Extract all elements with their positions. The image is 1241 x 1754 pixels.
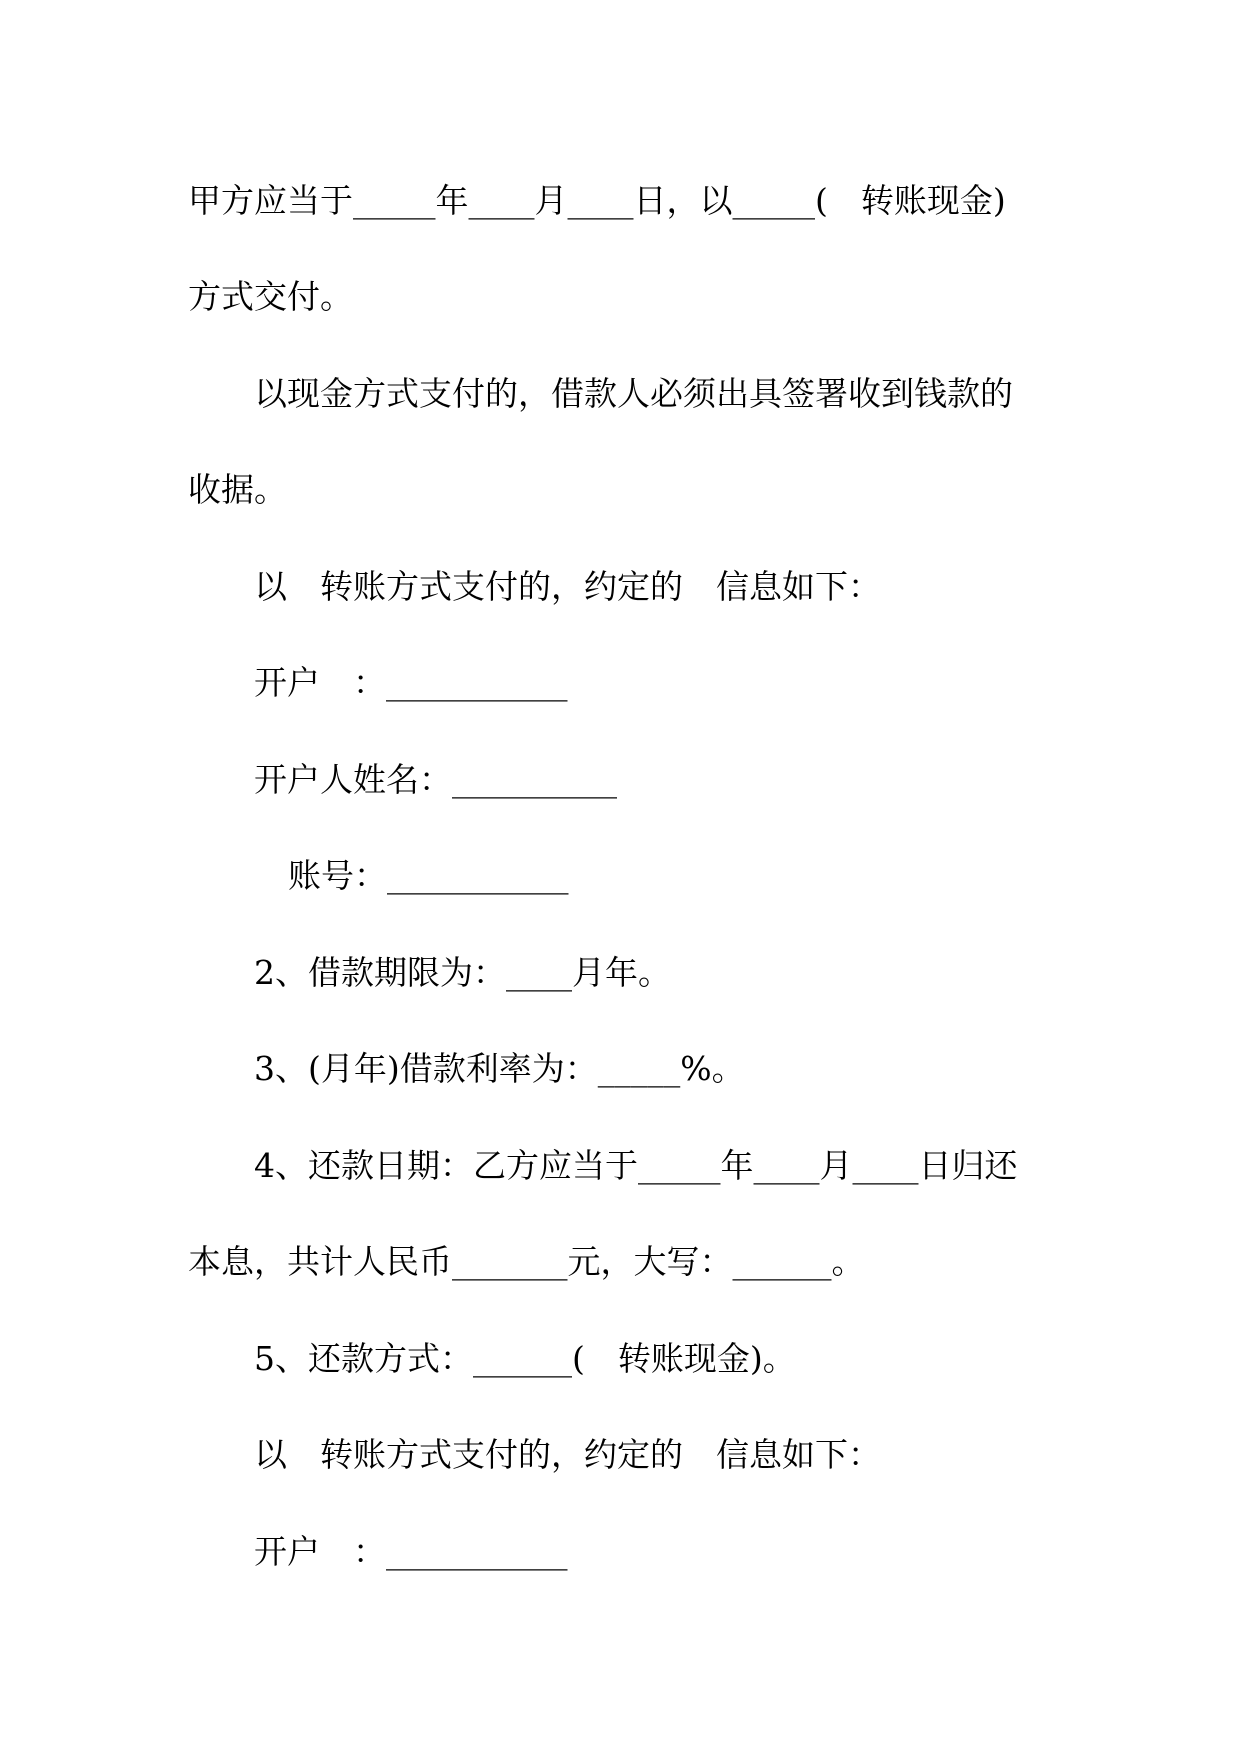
payment-date-clause: 甲方应当于_____年____月____日，以_____( 转账现金) [188, 181, 1006, 220]
repayment-date-clause: 4、还款日期：乙方应当于_____年____月____日归还 [254, 1146, 1018, 1185]
repayment-amount-clause: 本息，共计人民币_______元，大写：______。 [188, 1242, 865, 1281]
account-holder-field: 开户人姓名：__________ [254, 760, 617, 799]
loan-term-clause: 2、借款期限为：____月年。 [254, 953, 671, 992]
payment-method-continuation: 方式交付。 [188, 277, 353, 316]
repayment-method-clause: 5、还款方式：______( 转账现金)。 [254, 1339, 796, 1378]
transfer-info-heading-2: 以 转账方式支付的，约定的 信息如下： [254, 1435, 881, 1474]
account-number-field: 账号：___________ [288, 856, 569, 895]
interest-rate-clause: 3、(月年)借款利率为：_____%。 [254, 1049, 745, 1088]
transfer-info-heading: 以 转账方式支付的，约定的 信息如下： [254, 567, 881, 606]
bank-field: 开户 ：___________ [254, 663, 568, 702]
cash-receipt-continuation: 收据。 [188, 470, 287, 509]
cash-receipt-clause: 以现金方式支付的，借款人必须出具签署收到钱款的 [254, 374, 1013, 413]
bank-field-2: 开户 ：___________ [254, 1532, 568, 1571]
